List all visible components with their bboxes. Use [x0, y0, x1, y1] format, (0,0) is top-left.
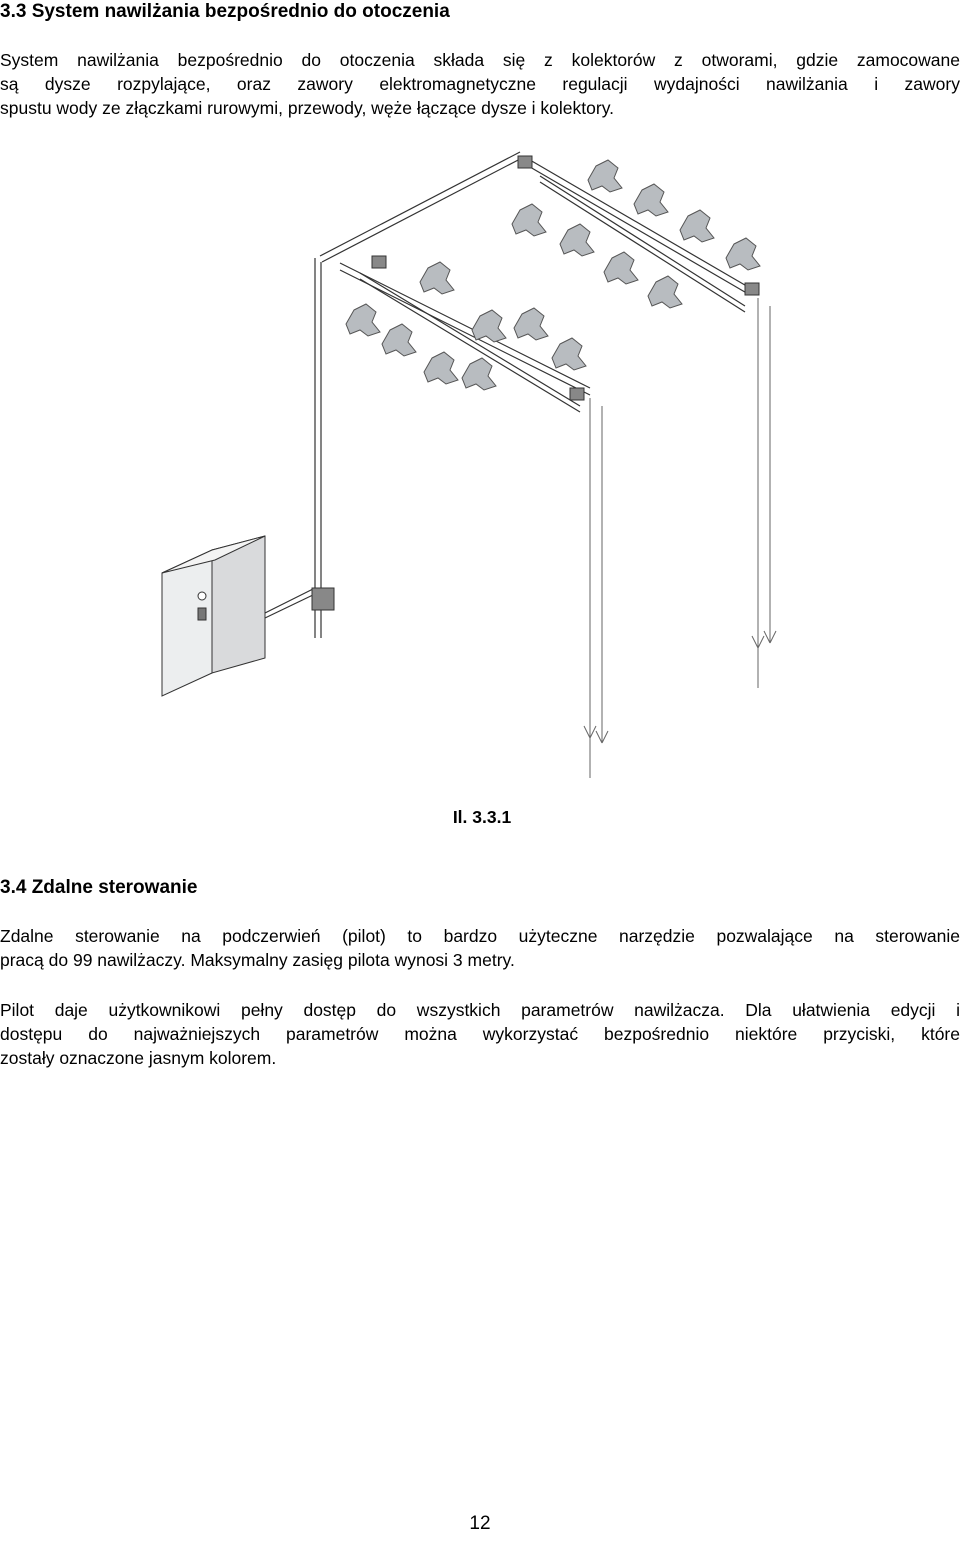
top-header-pipe: [320, 152, 522, 262]
paragraph-line: Pilot daje użytkownikowi pełny dostęp do wszystkich parametrów nawilżacza. Dla ułatwienia edycji i: [0, 1000, 960, 1020]
section-3-4-paragraph-2: [0, 998, 960, 1070]
section-heading-3-4: 3.4 Zdalne sterowanie: [0, 877, 198, 898]
paragraph-line: zostały oznaczone jasnym kolorem.: [0, 1048, 277, 1068]
figure-caption: Il. 3.3.1: [452, 807, 512, 827]
control-cabinet: [162, 536, 265, 696]
paragraph-line: pracą do 99 nawilżaczy. Maksymalny zasięg pilota wynosi 3 metry.: [0, 950, 515, 970]
paragraph-line: System nawilżania bezpośrednio do otoczenia składa się z kolektorów z otworami, gdzie zamocowane: [0, 50, 960, 70]
drain-pipes: [584, 298, 776, 778]
paragraph-line: są dysze rozpylające, oraz zawory elektromagnetyczne regulacji wydajności nawilżania i zawory: [0, 74, 960, 94]
paragraph-line: Zdalne sterowanie na podczerwień (pilot) to bardzo użyteczne narzędzie pozwalające na sterowanie: [0, 926, 960, 946]
section-3-3-paragraph: [0, 48, 960, 120]
humidification-system-illustration: [150, 148, 800, 798]
paragraph-line: dostępu do najważniejszych parametrów można wykorzystać bezpośrednio niektóre przyciski, które: [0, 1024, 960, 1044]
collector-rear: [530, 160, 750, 312]
collector-front: [340, 263, 590, 412]
section-3-4-paragraph-1: [0, 924, 960, 972]
paragraph-line: spustu wody ze złączkami rurowymi, przewody, węże łączące dysze i kolektory.: [0, 98, 615, 118]
feed-pipe-horizontal: [265, 588, 315, 618]
section-heading-3-3: 3.3 System nawilżania bezpośrednio do otoczenia: [0, 1, 450, 22]
page-number: 12: [469, 1513, 491, 1534]
feed-pipe-vertical: [315, 258, 321, 638]
spray-nozzles: [346, 160, 760, 390]
